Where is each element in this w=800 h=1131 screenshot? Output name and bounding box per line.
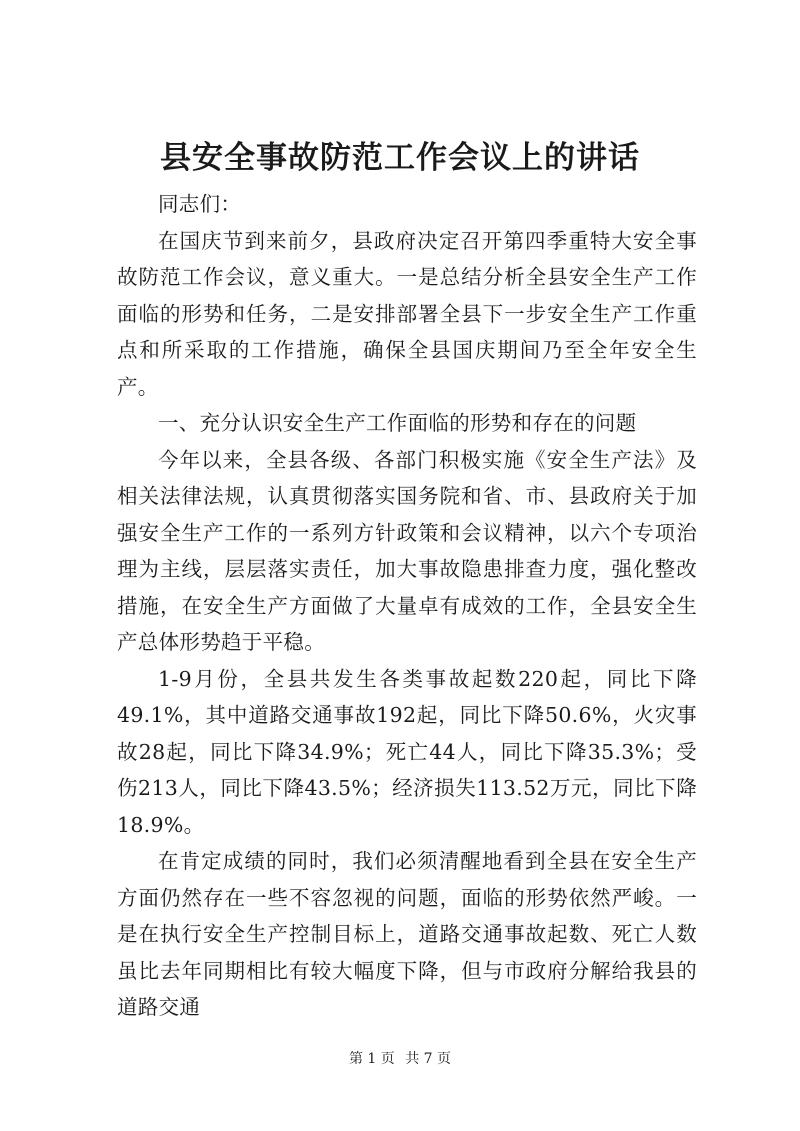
paragraph-statistics: 1-9月份，全县共发生各类事故起数220起，同比下降49.1%，其中道路交通事故192起，同比下降50.6%，火灾事故28起，同比下降34.9%；死亡44人，同比下降35.3%；受伤213人，同比下降43.5%；经济损失113.52万元，同比下降18.9%。 [117, 666, 697, 837]
page-total: 共 7 页 [405, 1051, 452, 1067]
salutation: 同志们： [158, 192, 242, 216]
document-title: 县安全事故防范工作会议上的讲话 [160, 140, 640, 176]
document-body [117, 186, 697, 1026]
paragraph-overview: 今年以来，全县各级、各部门积极实施《安全生产法》及相关法律法规，认真贯彻落实国务院和省、市、县政府关于加强安全生产工作的一系列方针政策和会议精神，以六个专项治理为主线，层层落实责任，加大事故隐患排查力度，强化整改措施，在安全生产方面做了大量卓有成效的工作，全县安全生产总体形势趋于平稳。 [117, 447, 697, 654]
section-heading: 一、充分认识安全生产工作面临的形势和存在的问题 [158, 411, 637, 435]
page-footer [0, 1049, 800, 1069]
paragraph-intro: 在国庆节到来前夕，县政府决定召开第四季重特大安全事故防范工作会议，意义重大。一是总结分析全县安全生产工作面临的形势和任务，二是安排部署全县下一步安全生产工作重点和所采取的工作措施，确保全县国庆期间乃至全年安全生产。 [117, 228, 697, 399]
page-number: 第 1 页 [348, 1051, 395, 1067]
paragraph-problems: 在肯定成绩的同时，我们必须清醒地看到全县在安全生产方面仍然存在一些不容忽视的问题，面临的形势依然严峻。一是在执行安全生产控制目标上，道路交通事故起数、死亡人数虽比去年同期相比有较大幅度下降，但与市政府分解给我县的道路交通 [117, 849, 697, 1019]
